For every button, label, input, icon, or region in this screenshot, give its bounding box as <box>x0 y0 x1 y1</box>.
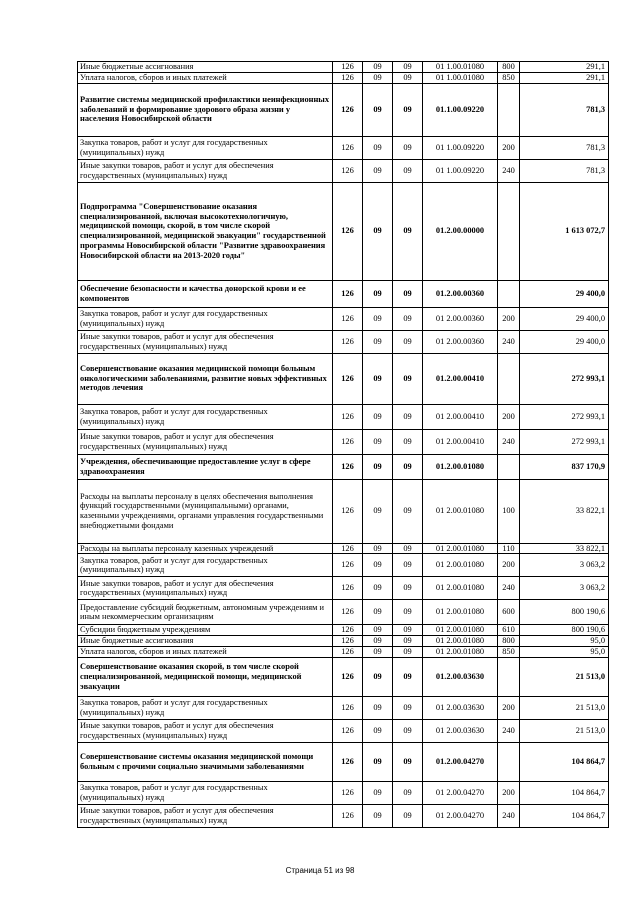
ministry-code-cell: 126 <box>333 72 363 83</box>
ministry-code-cell: 126 <box>333 454 363 479</box>
target-article-cell: 01.2.00.00360 <box>423 280 498 307</box>
table-row-section <box>78 83 609 136</box>
table-row <box>78 804 609 827</box>
table-body <box>78 62 609 828</box>
expense-type-cell: 850 <box>498 72 520 83</box>
target-article-cell: 01 2.00.00360 <box>423 307 498 330</box>
table-row <box>78 625 609 636</box>
expense-type-cell <box>498 454 520 479</box>
section-code-cell: 09 <box>363 636 393 647</box>
expense-type-cell: 200 <box>498 696 520 719</box>
amount-cell: 104 864,7 <box>520 804 609 827</box>
amount-cell: 291,1 <box>520 72 609 83</box>
amount-cell: 1 613 072,7 <box>520 182 609 280</box>
row-name-cell: Уплата налогов, сборов и иных платежей <box>78 646 333 657</box>
subsection-code-cell: 09 <box>393 742 423 781</box>
subsection-code-cell: 09 <box>393 804 423 827</box>
target-article-cell: 01 1.00.09220 <box>423 136 498 159</box>
subsection-code-cell: 09 <box>393 404 423 429</box>
target-article-cell: 01.2.00.04270 <box>423 742 498 781</box>
table-row-section <box>78 182 609 280</box>
amount-cell: 837 170,9 <box>520 454 609 479</box>
amount-cell: 272 993,1 <box>520 429 609 454</box>
amount-cell: 781,3 <box>520 83 609 136</box>
section-code-cell: 09 <box>363 307 393 330</box>
section-code-cell: 09 <box>363 72 393 83</box>
ministry-code-cell: 126 <box>333 804 363 827</box>
row-name-cell: Закупка товаров, работ и услуг для государственных (муниципальных) нужд <box>78 307 333 330</box>
expense-type-cell: 240 <box>498 804 520 827</box>
subsection-code-cell: 09 <box>393 600 423 625</box>
ministry-code-cell: 126 <box>333 577 363 600</box>
ministry-code-cell: 126 <box>333 719 363 742</box>
row-name-cell: Развитие системы медицинской профилактики неинфекционных заболеваний и формирование здорового образа жизни у населения Новосибирской области <box>78 83 333 136</box>
section-code-cell: 09 <box>363 330 393 353</box>
row-name-cell: Иные закупки товаров, работ и услуг для обеспечения государственных (муниципальных) нужд <box>78 719 333 742</box>
target-article-cell: 01 2.00.01080 <box>423 636 498 647</box>
ministry-code-cell: 126 <box>333 330 363 353</box>
amount-cell: 95,0 <box>520 646 609 657</box>
section-code-cell: 09 <box>363 719 393 742</box>
page-number: Страница 51 из 98 <box>285 866 355 875</box>
section-code-cell: 09 <box>363 646 393 657</box>
expense-type-cell: 600 <box>498 600 520 625</box>
subsection-code-cell: 09 <box>393 353 423 404</box>
row-name-cell: Иные закупки товаров, работ и услуг для обеспечения государственных (муниципальных) нужд <box>78 577 333 600</box>
target-article-cell: 01 2.00.01080 <box>423 479 498 543</box>
target-article-cell: 01 1.00.01080 <box>423 72 498 83</box>
expense-type-cell: 200 <box>498 307 520 330</box>
section-code-cell: 09 <box>363 404 393 429</box>
table-row-section <box>78 657 609 696</box>
ministry-code-cell: 126 <box>333 781 363 804</box>
target-article-cell: 01 2.00.03630 <box>423 696 498 719</box>
row-name-cell: Субсидии бюджетным учреждениям <box>78 625 333 636</box>
expense-type-cell: 200 <box>498 136 520 159</box>
table-row-section <box>78 454 609 479</box>
ministry-code-cell: 126 <box>333 657 363 696</box>
section-code-cell: 09 <box>363 479 393 543</box>
expense-type-cell <box>498 353 520 404</box>
ministry-code-cell: 126 <box>333 280 363 307</box>
ministry-code-cell: 126 <box>333 636 363 647</box>
subsection-code-cell: 09 <box>393 479 423 543</box>
section-code-cell: 09 <box>363 600 393 625</box>
section-code-cell: 09 <box>363 543 393 554</box>
row-name-cell: Расходы на выплаты персоналу казенных учреждений <box>78 543 333 554</box>
subsection-code-cell: 09 <box>393 307 423 330</box>
subsection-code-cell: 09 <box>393 696 423 719</box>
amount-cell: 3 063,2 <box>520 577 609 600</box>
table-row <box>78 636 609 647</box>
section-code-cell: 09 <box>363 136 393 159</box>
expense-type-cell: 240 <box>498 719 520 742</box>
amount-cell: 781,3 <box>520 136 609 159</box>
amount-cell: 29 400,0 <box>520 280 609 307</box>
budget-table <box>77 61 609 828</box>
row-name-cell: Совершенствование оказания медицинской помощи больным онкологическими заболеваниями, развитие новых эффективных методов лечения <box>78 353 333 404</box>
target-article-cell: 01 2.00.04270 <box>423 804 498 827</box>
expense-type-cell: 200 <box>498 404 520 429</box>
table-row <box>78 479 609 543</box>
subsection-code-cell: 09 <box>393 577 423 600</box>
expense-type-cell: 200 <box>498 781 520 804</box>
amount-cell: 272 993,1 <box>520 353 609 404</box>
amount-cell: 21 513,0 <box>520 719 609 742</box>
subsection-code-cell: 09 <box>393 159 423 182</box>
table-row <box>78 646 609 657</box>
expense-type-cell: 800 <box>498 636 520 647</box>
row-name-cell: Иные закупки товаров, работ и услуг для обеспечения государственных (муниципальных) нужд <box>78 159 333 182</box>
expense-type-cell: 200 <box>498 554 520 577</box>
ministry-code-cell: 126 <box>333 479 363 543</box>
section-code-cell: 09 <box>363 159 393 182</box>
section-code-cell: 09 <box>363 62 393 73</box>
target-article-cell: 01 2.00.03630 <box>423 719 498 742</box>
section-code-cell: 09 <box>363 353 393 404</box>
table-row <box>78 577 609 600</box>
subsection-code-cell: 09 <box>393 136 423 159</box>
section-code-cell: 09 <box>363 280 393 307</box>
ministry-code-cell: 126 <box>333 307 363 330</box>
expense-type-cell: 240 <box>498 330 520 353</box>
target-article-cell: 01.2.00.00410 <box>423 353 498 404</box>
ministry-code-cell: 126 <box>333 62 363 73</box>
table-row <box>78 600 609 625</box>
table-row <box>78 136 609 159</box>
section-code-cell: 09 <box>363 454 393 479</box>
expense-type-cell: 610 <box>498 625 520 636</box>
ministry-code-cell: 126 <box>333 136 363 159</box>
target-article-cell: 01.2.00.01080 <box>423 454 498 479</box>
row-name-cell: Расходы на выплаты персоналу в целях обеспечения выполнения функций государственными (муниципальными) органами, казенными учреждениями, органами управления государственными внебюджетными фондами <box>78 479 333 543</box>
table-row <box>78 696 609 719</box>
ministry-code-cell: 126 <box>333 600 363 625</box>
section-code-cell: 09 <box>363 742 393 781</box>
row-name-cell: Иные закупки товаров, работ и услуг для обеспечения государственных (муниципальных) нужд <box>78 804 333 827</box>
target-article-cell: 01 2.00.01080 <box>423 543 498 554</box>
amount-cell: 95,0 <box>520 636 609 647</box>
row-name-cell: Подпрограмма "Совершенствование оказания специализированной, включая высокотехнологичную, медицинской помощи, скорой, в том числе скорой специализированной, медицинской эвакуации" государственной программы Новосибирской области "Развитие здравоохранения Новосибирской области на 2013-2020 годы" <box>78 182 333 280</box>
subsection-code-cell: 09 <box>393 429 423 454</box>
row-name-cell: Иные бюджетные ассигнования <box>78 636 333 647</box>
expense-type-cell <box>498 657 520 696</box>
amount-cell: 33 822,1 <box>520 479 609 543</box>
ministry-code-cell: 126 <box>333 182 363 280</box>
table-row <box>78 719 609 742</box>
target-article-cell: 01 1.00.09220 <box>423 159 498 182</box>
table-row <box>78 554 609 577</box>
row-name-cell: Закупка товаров, работ и услуг для государственных (муниципальных) нужд <box>78 404 333 429</box>
subsection-code-cell: 09 <box>393 182 423 280</box>
row-name-cell: Закупка товаров, работ и услуг для государственных (муниципальных) нужд <box>78 781 333 804</box>
row-name-cell: Обеспечение безопасности и качества донорской крови и ее компонентов <box>78 280 333 307</box>
subsection-code-cell: 09 <box>393 554 423 577</box>
subsection-code-cell: 09 <box>393 62 423 73</box>
expense-type-cell <box>498 280 520 307</box>
section-code-cell: 09 <box>363 657 393 696</box>
section-code-cell: 09 <box>363 625 393 636</box>
ministry-code-cell: 126 <box>333 625 363 636</box>
table-row <box>78 72 609 83</box>
expense-type-cell: 240 <box>498 429 520 454</box>
row-name-cell: Совершенствование системы оказания медицинской помощи больным с прочими социально значимыми заболеваниями <box>78 742 333 781</box>
subsection-code-cell: 09 <box>393 543 423 554</box>
amount-cell: 800 190,6 <box>520 625 609 636</box>
ministry-code-cell: 126 <box>333 742 363 781</box>
amount-cell: 291,1 <box>520 62 609 73</box>
table-row <box>78 781 609 804</box>
section-code-cell: 09 <box>363 554 393 577</box>
subsection-code-cell: 09 <box>393 657 423 696</box>
subsection-code-cell: 09 <box>393 781 423 804</box>
expense-type-cell <box>498 742 520 781</box>
amount-cell: 29 400,0 <box>520 307 609 330</box>
table-row-section <box>78 280 609 307</box>
table-row <box>78 543 609 554</box>
table-row <box>78 330 609 353</box>
target-article-cell: 01.2.00.03630 <box>423 657 498 696</box>
section-code-cell: 09 <box>363 781 393 804</box>
row-name-cell: Учреждения, обеспечивающие предоставление услуг в сфере здравоохранения <box>78 454 333 479</box>
row-name-cell: Закупка товаров, работ и услуг для государственных (муниципальных) нужд <box>78 696 333 719</box>
amount-cell: 29 400,0 <box>520 330 609 353</box>
ministry-code-cell: 126 <box>333 646 363 657</box>
target-article-cell: 01 2.00.00360 <box>423 330 498 353</box>
ministry-code-cell: 126 <box>333 83 363 136</box>
table-row <box>78 429 609 454</box>
expense-type-cell: 240 <box>498 159 520 182</box>
subsection-code-cell: 09 <box>393 280 423 307</box>
amount-cell: 33 822,1 <box>520 543 609 554</box>
target-article-cell: 01 2.00.04270 <box>423 781 498 804</box>
ministry-code-cell: 126 <box>333 429 363 454</box>
subsection-code-cell: 09 <box>393 719 423 742</box>
section-code-cell: 09 <box>363 696 393 719</box>
expense-type-cell: 110 <box>498 543 520 554</box>
section-code-cell: 09 <box>363 804 393 827</box>
expense-type-cell: 100 <box>498 479 520 543</box>
ministry-code-cell: 126 <box>333 554 363 577</box>
target-article-cell: 01 2.00.01080 <box>423 554 498 577</box>
row-name-cell: Закупка товаров, работ и услуг для государственных (муниципальных) нужд <box>78 554 333 577</box>
subsection-code-cell: 09 <box>393 83 423 136</box>
ministry-code-cell: 126 <box>333 404 363 429</box>
amount-cell: 21 513,0 <box>520 657 609 696</box>
table-row <box>78 307 609 330</box>
target-article-cell: 01 2.00.01080 <box>423 577 498 600</box>
amount-cell: 104 864,7 <box>520 781 609 804</box>
table-row-section <box>78 353 609 404</box>
ministry-code-cell: 126 <box>333 353 363 404</box>
ministry-code-cell: 126 <box>333 543 363 554</box>
expense-type-cell: 800 <box>498 62 520 73</box>
subsection-code-cell: 09 <box>393 625 423 636</box>
table-row <box>78 62 609 73</box>
ministry-code-cell: 126 <box>333 159 363 182</box>
target-article-cell: 01 1.00.01080 <box>423 62 498 73</box>
row-name-cell: Закупка товаров, работ и услуг для государственных (муниципальных) нужд <box>78 136 333 159</box>
amount-cell: 272 993,1 <box>520 404 609 429</box>
row-name-cell: Совершенствование оказания скорой, в том числе скорой специализированной, медицинской помощи, медицинской эвакуации <box>78 657 333 696</box>
ministry-code-cell: 126 <box>333 696 363 719</box>
target-article-cell: 01 2.00.00410 <box>423 404 498 429</box>
expense-type-cell: 240 <box>498 577 520 600</box>
row-name-cell: Иные закупки товаров, работ и услуг для обеспечения государственных (муниципальных) нужд <box>78 330 333 353</box>
expense-type-cell <box>498 182 520 280</box>
amount-cell: 781,3 <box>520 159 609 182</box>
amount-cell: 21 513,0 <box>520 696 609 719</box>
row-name-cell: Иные закупки товаров, работ и услуг для обеспечения государственных (муниципальных) нужд <box>78 429 333 454</box>
amount-cell: 3 063,2 <box>520 554 609 577</box>
subsection-code-cell: 09 <box>393 636 423 647</box>
table-row <box>78 159 609 182</box>
table-row-section <box>78 742 609 781</box>
section-code-cell: 09 <box>363 577 393 600</box>
row-name-cell: Иные бюджетные ассигнования <box>78 62 333 73</box>
target-article-cell: 01 2.00.00410 <box>423 429 498 454</box>
target-article-cell: 01 2.00.01080 <box>423 646 498 657</box>
row-name-cell: Уплата налогов, сборов и иных платежей <box>78 72 333 83</box>
expense-type-cell: 850 <box>498 646 520 657</box>
subsection-code-cell: 09 <box>393 454 423 479</box>
subsection-code-cell: 09 <box>393 72 423 83</box>
expense-type-cell <box>498 83 520 136</box>
section-code-cell: 09 <box>363 83 393 136</box>
target-article-cell: 01.2.00.00000 <box>423 182 498 280</box>
amount-cell: 104 864,7 <box>520 742 609 781</box>
amount-cell: 800 190,6 <box>520 600 609 625</box>
target-article-cell: 01.1.00.09220 <box>423 83 498 136</box>
subsection-code-cell: 09 <box>393 330 423 353</box>
row-name-cell: Предоставление субсидий бюджетным, автономным учреждениям и иным некоммерческим организациям <box>78 600 333 625</box>
section-code-cell: 09 <box>363 182 393 280</box>
target-article-cell: 01 2.00.01080 <box>423 600 498 625</box>
section-code-cell: 09 <box>363 429 393 454</box>
table-row <box>78 404 609 429</box>
target-article-cell: 01 2.00.01080 <box>423 625 498 636</box>
subsection-code-cell: 09 <box>393 646 423 657</box>
